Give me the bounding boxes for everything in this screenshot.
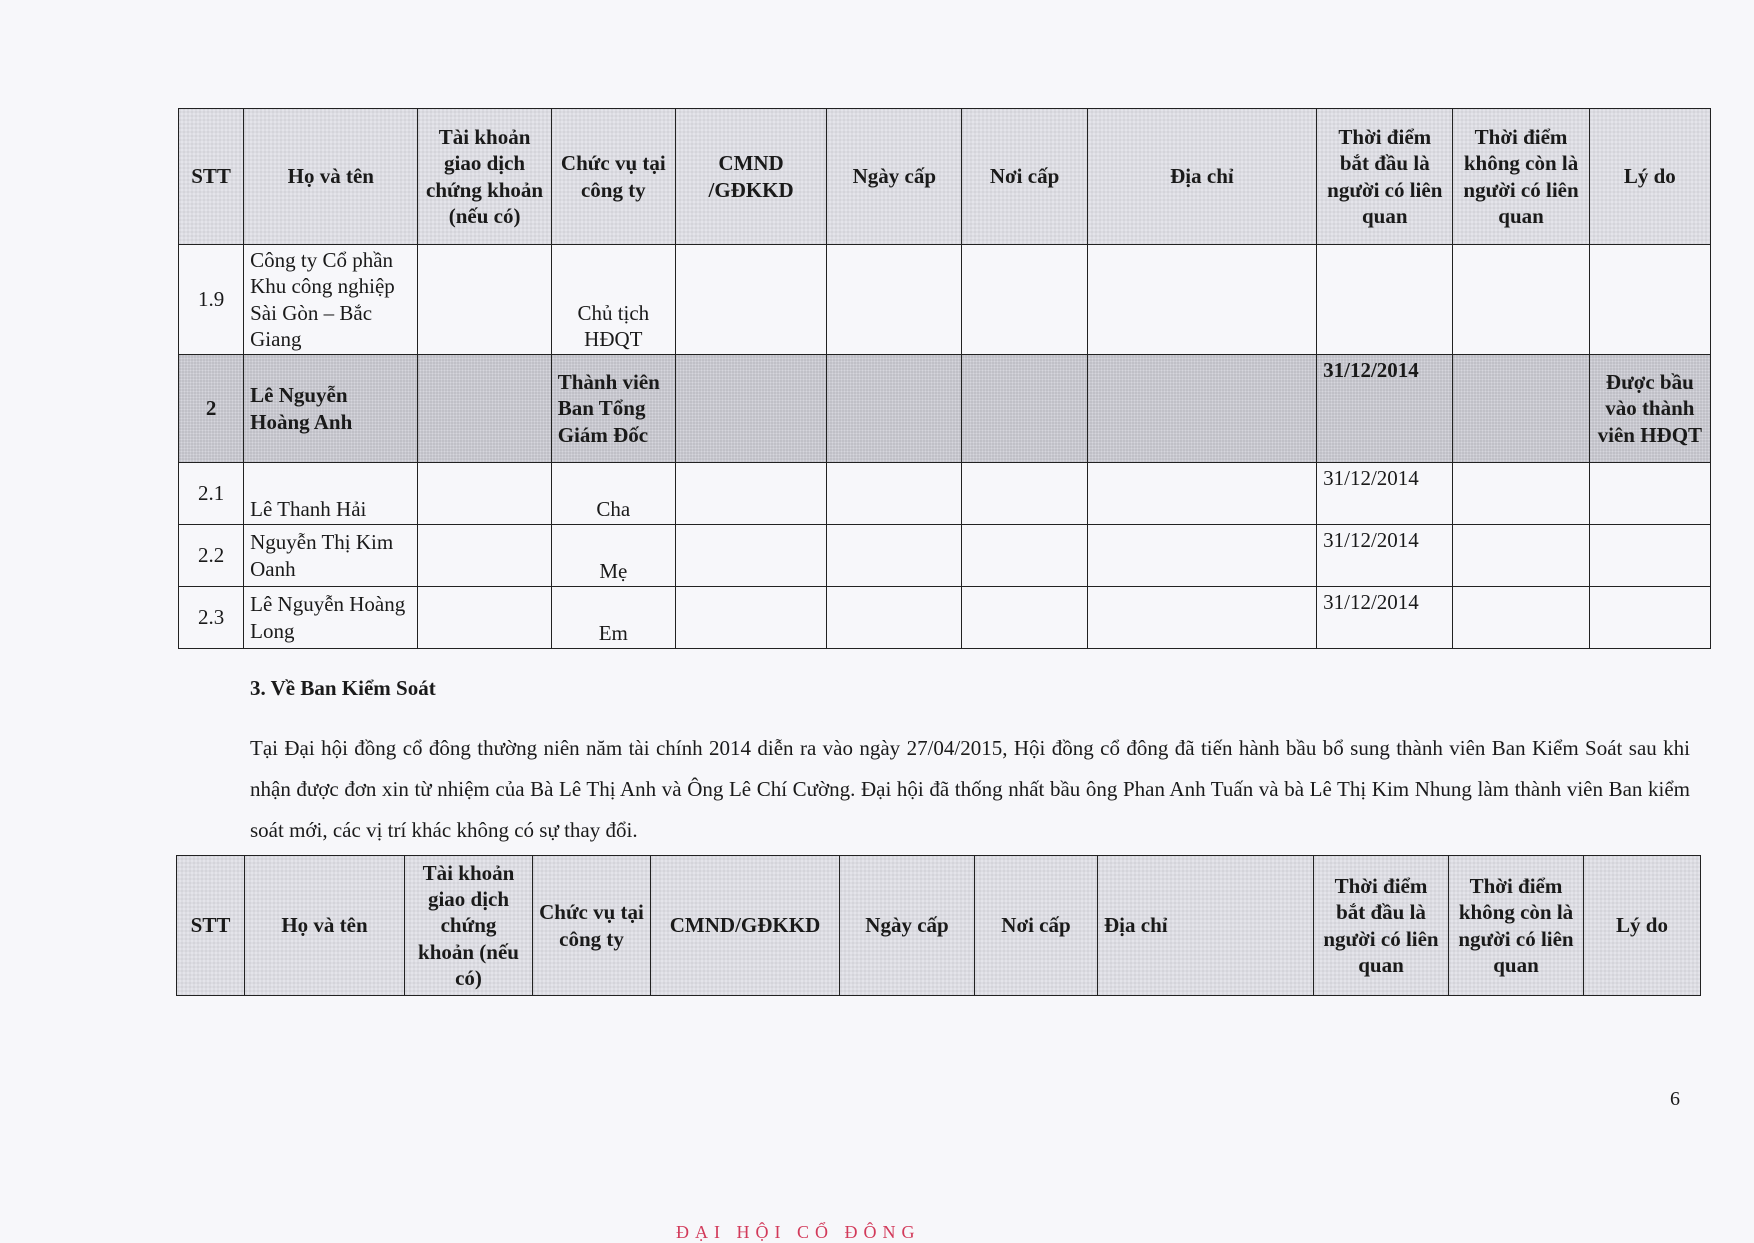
cell-address xyxy=(1087,525,1316,587)
table-header-row xyxy=(179,109,1711,245)
header-address: Địa chỉ xyxy=(1087,109,1316,245)
header-account: Tài khoản giao dịch chứng khoản (nếu có) xyxy=(405,856,533,996)
cell-id xyxy=(675,355,826,463)
cell-account xyxy=(418,245,551,355)
header-position: Chức vụ tại công ty xyxy=(533,856,651,996)
page-number: 6 xyxy=(1670,1088,1680,1110)
cell-id xyxy=(675,525,826,587)
header-reason: Lý do xyxy=(1584,856,1701,996)
cell-issue-date xyxy=(827,525,962,587)
table-row xyxy=(179,245,1711,355)
cell-issue-place xyxy=(962,525,1087,587)
related-persons-table-supervisory xyxy=(176,855,1701,996)
header-position: Chức vụ tại công ty xyxy=(551,109,675,245)
section-paragraph: Tại Đại hội đồng cổ đông thường niên năm tài chính 2014 diễn ra vào ngày 27/04/2015, Hội đồng cổ đông đã tiến hành bầu bổ sung thành viên Ban Kiểm Soát sau khi nhận được đơn xin từ nhiệm của Bà Lê Thị Anh và Ông Lê Chí Cường. Đại hội đã thống nhất bầu ông Phan Anh Tuấn và bà Lê Thị Kim Nhung làm thành viên Ban kiểm soát mới, các vị trí khác không có sự thay đổi. xyxy=(250,736,1690,842)
cell-issue-place xyxy=(962,355,1087,463)
cell-name: Công ty Cổ phần Khu công nghiệp Sài Gòn – Bắc Giang xyxy=(244,245,418,355)
cell-start xyxy=(1317,245,1453,355)
header-reason: Lý do xyxy=(1589,109,1710,245)
header-end: Thời điểm không còn là người có liên quan xyxy=(1453,109,1589,245)
cell-end xyxy=(1453,463,1589,525)
header-start: Thời điểm bắt đầu là người có liên quan xyxy=(1314,856,1449,996)
cell-end xyxy=(1453,525,1589,587)
header-issue-date: Ngày cấp xyxy=(840,856,975,996)
cell-id xyxy=(675,587,826,649)
cell-issue-place xyxy=(962,245,1087,355)
cell-stt: 2 xyxy=(179,355,244,463)
cell-id xyxy=(675,463,826,525)
cell-start: 31/12/2014 xyxy=(1317,463,1453,525)
cell-reason xyxy=(1589,587,1710,649)
stamp-fragment: ĐẠI HỘI CỔ ĐÔNG xyxy=(676,1222,921,1242)
header-issue-date: Ngày cấp xyxy=(827,109,962,245)
cell-stt: 2.3 xyxy=(179,587,244,649)
cell-name: Lê Nguyễn Hoàng Anh xyxy=(244,355,418,463)
cell-issue-date xyxy=(827,245,962,355)
cell-address xyxy=(1087,463,1316,525)
related-persons-table-board xyxy=(178,108,1711,649)
table-row xyxy=(179,355,1711,463)
cell-issue-place xyxy=(962,463,1087,525)
header-stt: STT xyxy=(179,109,244,245)
cell-account xyxy=(418,587,551,649)
cell-start: 31/12/2014 xyxy=(1317,355,1453,463)
cell-name: Lê Thanh Hải xyxy=(244,463,418,525)
cell-issue-date xyxy=(827,587,962,649)
table-row xyxy=(179,463,1711,525)
header-issue-place: Nơi cấp xyxy=(962,109,1087,245)
cell-address xyxy=(1087,245,1316,355)
cell-issue-date xyxy=(827,355,962,463)
cell-issue-date xyxy=(827,463,962,525)
table-row xyxy=(179,525,1711,587)
header-start: Thời điểm bắt đầu là người có liên quan xyxy=(1317,109,1453,245)
cell-name: Lê Nguyễn Hoàng Long xyxy=(244,587,418,649)
cell-reason: Được bầu vào thành viên HĐQT xyxy=(1589,355,1710,463)
cell-position: Mẹ xyxy=(551,525,675,587)
cell-start: 31/12/2014 xyxy=(1317,525,1453,587)
table-row xyxy=(179,587,1711,649)
cell-account xyxy=(418,463,551,525)
cell-account xyxy=(418,525,551,587)
cell-id xyxy=(675,245,826,355)
cell-end xyxy=(1453,355,1589,463)
header-account: Tài khoản giao dịch chứng khoản (nếu có) xyxy=(418,109,551,245)
cell-reason xyxy=(1589,245,1710,355)
cell-reason xyxy=(1589,463,1710,525)
cell-end xyxy=(1453,587,1589,649)
cell-name: Nguyễn Thị Kim Oanh xyxy=(244,525,418,587)
header-address: Địa chỉ xyxy=(1098,856,1314,996)
cell-position: Chủ tịch HĐQT xyxy=(551,245,675,355)
header-id: CMND/GĐKKD xyxy=(651,856,840,996)
header-end: Thời điểm không còn là người có liên quan xyxy=(1449,856,1584,996)
cell-position: Thành viên Ban Tổng Giám Đốc xyxy=(551,355,675,463)
header-stt: STT xyxy=(177,856,245,996)
cell-stt: 1.9 xyxy=(179,245,244,355)
header-issue-place: Nơi cấp xyxy=(975,856,1098,996)
cell-end xyxy=(1453,245,1589,355)
cell-stt: 2.1 xyxy=(179,463,244,525)
cell-start: 31/12/2014 xyxy=(1317,587,1453,649)
cell-address xyxy=(1087,587,1316,649)
header-name: Họ và tên xyxy=(244,109,418,245)
header-id: CMND /GĐKKD xyxy=(675,109,826,245)
table-header-row xyxy=(177,856,1701,996)
header-name: Họ và tên xyxy=(245,856,405,996)
cell-position: Cha xyxy=(551,463,675,525)
cell-address xyxy=(1087,355,1316,463)
cell-issue-place xyxy=(962,587,1087,649)
cell-account xyxy=(418,355,551,463)
section-heading: 3. Về Ban Kiểm Soát xyxy=(250,676,436,700)
cell-position: Em xyxy=(551,587,675,649)
cell-reason xyxy=(1589,525,1710,587)
cell-stt: 2.2 xyxy=(179,525,244,587)
